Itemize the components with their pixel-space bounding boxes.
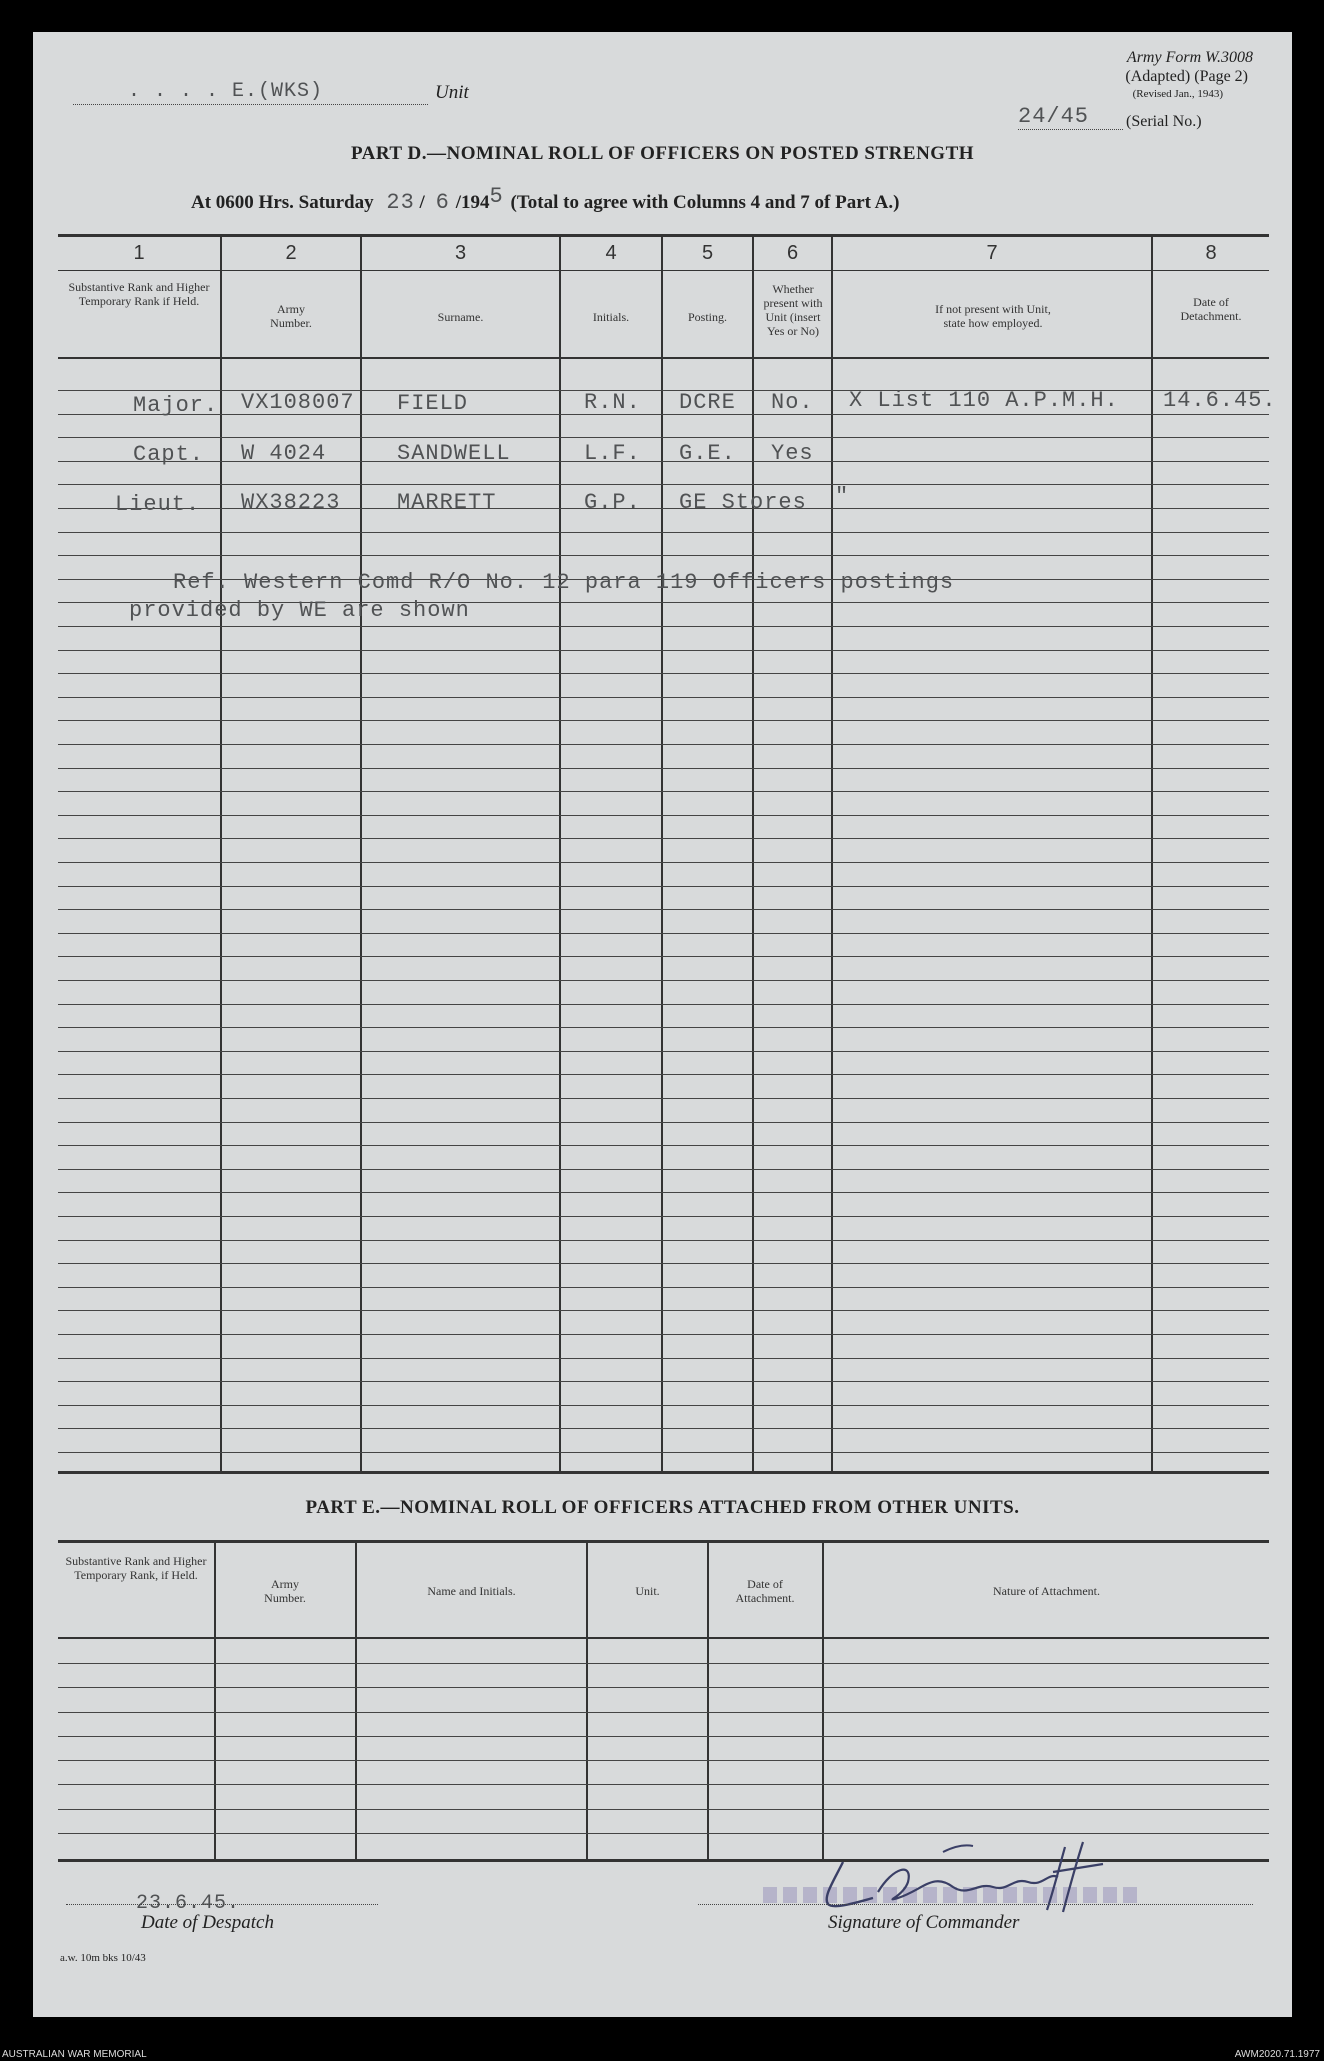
col-1-number: 1 [133, 242, 145, 264]
ruled-line [58, 555, 1269, 556]
ruled-line [58, 744, 1269, 745]
note-line-2: provided by WE are shown [129, 598, 470, 623]
ruled-line [58, 1809, 1269, 1810]
e-col-1-header: Substantive Rank and Higher Temporary Rank, if Held. [65, 1554, 207, 1582]
serial-label: (Serial No.) [1126, 113, 1202, 130]
row-1-initials: R.N. [584, 390, 641, 415]
ruled-line [58, 1760, 1269, 1761]
col-4-number: 4 [605, 242, 617, 264]
e-col-2-header: Army Number. [264, 1577, 306, 1605]
form-revised: (Revised Jan., 1943) [1132, 88, 1223, 100]
despatch-label: Date of Despatch [141, 1912, 274, 1933]
ruled-line [58, 815, 1269, 816]
print-code: a.w. 10m bks 10/43 [60, 1952, 146, 1964]
ruled-line [58, 650, 1269, 651]
slash-1: / [419, 192, 425, 213]
ruled-line [58, 1216, 1269, 1217]
slash-2: / [455, 192, 462, 213]
ruled-line [58, 1263, 1269, 1264]
row-1-date: 14.6.45. [1163, 388, 1277, 413]
ruled-line [58, 1027, 1269, 1028]
row-3-initials: G.P. [584, 490, 641, 515]
ruled-line [58, 1169, 1269, 1170]
col-3-header: Surname. [437, 310, 484, 324]
row-3-rank: Lieut. [115, 492, 201, 517]
signature-label: Signature of Commander [828, 1912, 1020, 1933]
ruled-line [58, 1334, 1269, 1335]
ruled-line [58, 508, 1269, 509]
row-3-present: " [835, 484, 850, 509]
ruled-line [58, 461, 1269, 462]
ruled-line [58, 838, 1269, 839]
part-d-title: PART D.—NOMINAL ROLL OF OFFICERS ON POSTED STRENGTH [350, 143, 975, 164]
serial-value: 24/45 [1018, 104, 1090, 129]
row-2-present: Yes [771, 441, 814, 466]
row-1-present: No. [771, 390, 814, 415]
ruled-line [58, 1663, 1269, 1664]
caption-right: AWM2020.71.1977 [1234, 2049, 1320, 2060]
despatch-dotted-line [66, 1904, 378, 1905]
serial-dotted-line [1018, 129, 1123, 130]
unit-dotted-line [73, 104, 428, 105]
row-2-posting: G.E. [679, 441, 736, 466]
row-2-surname: SANDWELL [397, 441, 511, 466]
ruled-line [58, 1784, 1269, 1785]
ruled-line [58, 1145, 1269, 1146]
ruled-line [58, 1381, 1269, 1382]
row-1-rank: Major. [133, 393, 219, 418]
col-7-number: 7 [986, 242, 998, 264]
row-2-number: W 4024 [241, 441, 327, 466]
ruled-line [58, 1712, 1269, 1713]
col-8-header: Date of Detachment. [1180, 295, 1242, 323]
at-suffix: (Total to agree with Columns 4 and 7 of Part A.) [510, 192, 900, 213]
note-line-1: Ref. Western Comd R/O No. 12 para 119 Officers postings [173, 570, 955, 595]
year-prefix: 194 [461, 192, 490, 213]
unit-typed: . . . . E.(WKS) [128, 80, 324, 103]
col-7-header: If not present with Unit, state how employed. [935, 302, 1051, 330]
col-5-number: 5 [701, 242, 714, 264]
ruled-line [58, 1428, 1269, 1429]
ruled-line [58, 1004, 1269, 1005]
ruled-line [58, 673, 1269, 674]
col-1-header: Substantive Rank and Higher Temporary Rank if Held. [68, 280, 210, 308]
row-2-initials: L.F. [584, 441, 641, 466]
e-col-3-header: Name and Initials. [427, 1584, 516, 1598]
ruled-line [58, 484, 1269, 485]
ruled-line [58, 532, 1269, 533]
e-col-4-header: Unit. [635, 1584, 660, 1598]
ruled-line [58, 956, 1269, 957]
row-1-number: VX108007 [241, 390, 355, 415]
ruled-line [58, 1452, 1269, 1453]
ruled-line [58, 1192, 1269, 1193]
ruled-line [58, 933, 1269, 934]
ruled-line [58, 1405, 1269, 1406]
row-1-posting: DCRE [679, 390, 736, 415]
ruled-line [58, 1122, 1269, 1123]
col-3-number: 3 [454, 242, 467, 264]
ruled-line [58, 768, 1269, 769]
row-1-employed: X List 110 A.P.M.H. [849, 388, 1119, 413]
form-page [33, 32, 1292, 2017]
part-e-title: PART E.—NOMINAL ROLL OF OFFICERS ATTACHED FROM OTHER UNITS. [305, 1497, 1020, 1518]
row-3-number: WX38223 [241, 490, 341, 515]
date-line [191, 184, 900, 215]
ruled-line [58, 909, 1269, 910]
ruled-line [58, 980, 1269, 981]
ruled-line [58, 437, 1269, 438]
caption-left: AUSTRALIAN WAR MEMORIAL [2, 2049, 147, 2060]
ruled-line [58, 1736, 1269, 1737]
row-3-surname: MARRETT [397, 490, 497, 515]
ruled-line [58, 886, 1269, 887]
row-3-posting: GE Stores [679, 490, 807, 515]
ruled-line [58, 720, 1269, 721]
ruled-line [58, 1310, 1269, 1311]
ruled-line [58, 414, 1269, 415]
ruled-line [58, 1287, 1269, 1288]
caption-bar [0, 2050, 1324, 2061]
col-8-number: 8 [1205, 242, 1217, 264]
ruled-line [58, 1098, 1269, 1099]
ruled-line [58, 1687, 1269, 1688]
e-col-6-header: Nature of Attachment. [993, 1584, 1100, 1598]
col-2-number: 2 [285, 242, 297, 264]
at-prefix: At 0600 Hrs. Saturday [191, 192, 374, 213]
e-col-5-header: Date of Attachment. [735, 1577, 795, 1605]
signature-dotted-line [698, 1904, 1253, 1905]
col-2-header: Army Number. [270, 302, 312, 330]
ruled-line [58, 1051, 1269, 1052]
commander-signature [803, 1832, 1143, 1922]
form-id: Army Form W.3008 [1126, 49, 1253, 66]
row-2-rank: Capt. [133, 442, 205, 467]
form-adapted: (Adapted) (Page 2) [1125, 68, 1248, 85]
ruled-line [58, 791, 1269, 792]
col-5-header: Posting. [687, 310, 727, 324]
year-suffix: 5 [489, 184, 504, 209]
despatch-value: 23.6.45. [136, 1892, 241, 1915]
ruled-line [58, 697, 1269, 698]
day-value: 23 [386, 190, 415, 215]
row-1-surname: FIELD [397, 391, 469, 416]
ruled-line [58, 862, 1269, 863]
col-6-number: 6 [786, 242, 799, 264]
ruled-line [58, 1074, 1269, 1075]
col-6-header: Whether present with Unit (insert Yes or No) [763, 282, 823, 338]
ruled-line [58, 1358, 1269, 1359]
unit-label: Unit [435, 82, 469, 103]
col-4-header: Initials. [592, 310, 630, 324]
ruled-line [58, 626, 1269, 627]
ruled-line [58, 1240, 1269, 1241]
month-value: 6 [435, 190, 450, 215]
